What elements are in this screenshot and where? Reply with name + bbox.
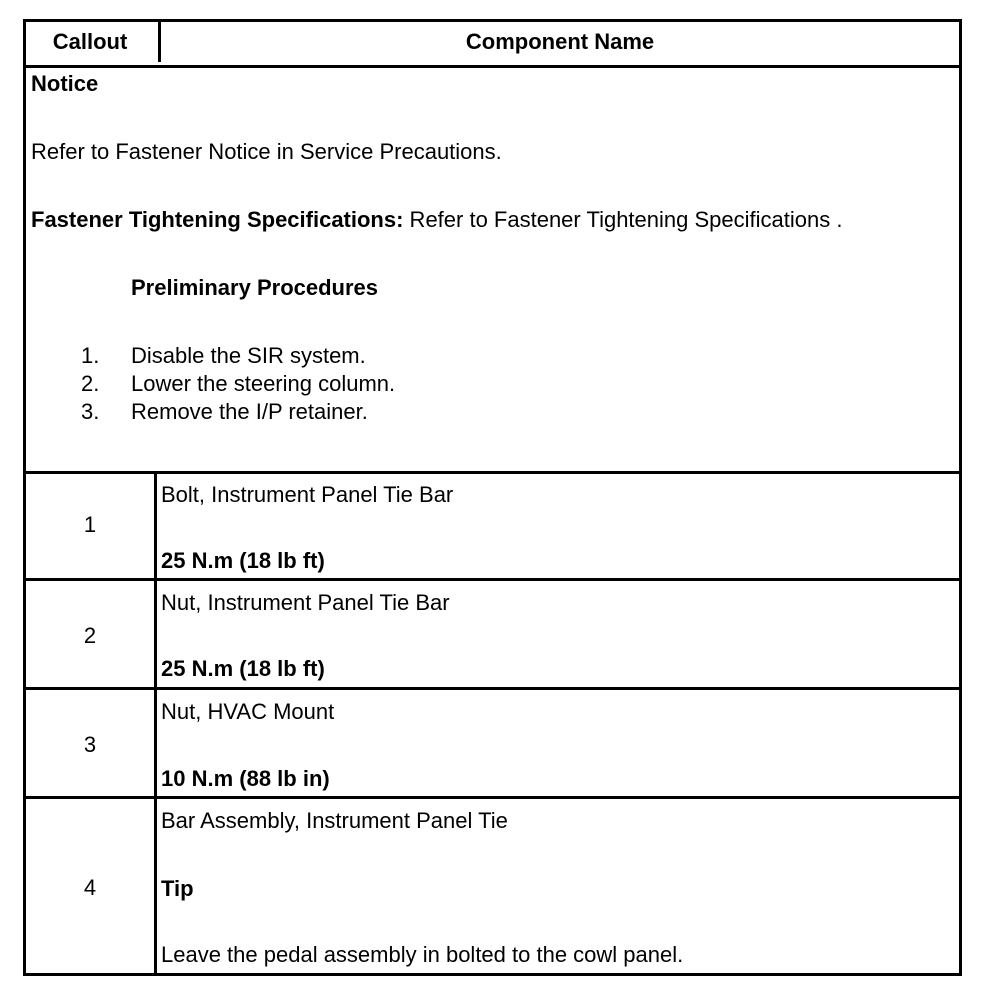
tip-label: Tip <box>161 876 194 901</box>
step-number: 1. <box>81 343 100 368</box>
component-name: Bar Assembly, Instrument Panel Tie <box>161 808 508 833</box>
spec-label: Fastener Tightening Specifications: <box>31 207 404 232</box>
component-name: Nut, HVAC Mount <box>161 699 335 724</box>
spec-text: Refer to Fastener Tightening Specifications . <box>403 207 843 232</box>
table-header <box>26 22 959 68</box>
column-divider <box>154 581 157 690</box>
callout-number: 1 <box>83 511 97 537</box>
table-row <box>26 687 959 799</box>
callout-number: 2 <box>83 622 97 648</box>
component-name: Nut, Instrument Panel Tie Bar <box>161 590 450 615</box>
spec-line <box>31 207 842 233</box>
component-name-header: Component Name <box>465 29 655 54</box>
callout-header: Callout <box>26 22 157 62</box>
callout-number: 4 <box>83 874 97 900</box>
notice-text: Refer to Fastener Notice in Service Precautions. <box>31 139 502 164</box>
table-row <box>26 796 959 976</box>
notice-section <box>26 65 959 474</box>
step-text: Remove the I/P retainer. <box>131 399 368 424</box>
step-text: Lower the steering column. <box>131 371 396 396</box>
torque-spec: 25 N.m (18 lb ft) <box>161 656 325 681</box>
torque-spec: 10 N.m (88 lb in) <box>161 766 330 791</box>
component-name: Bolt, Instrument Panel Tie Bar <box>161 482 454 507</box>
torque-spec: 25 N.m (18 lb ft) <box>161 548 325 573</box>
column-divider <box>154 690 157 799</box>
preliminary-title: Preliminary Procedures <box>131 275 379 300</box>
step-text: Disable the SIR system. <box>131 343 366 368</box>
step-number: 2. <box>81 371 100 396</box>
component-table <box>23 19 962 976</box>
callout-number: 3 <box>83 731 97 757</box>
tip-text: Leave the pedal assembly in bolted to the cowl panel. <box>161 942 684 967</box>
header-divider <box>154 22 161 62</box>
column-divider <box>154 471 157 578</box>
table-row <box>26 471 959 578</box>
table-row <box>26 578 959 690</box>
step-number: 3. <box>81 399 100 424</box>
column-divider <box>154 799 157 976</box>
notice-title: Notice <box>31 71 99 96</box>
